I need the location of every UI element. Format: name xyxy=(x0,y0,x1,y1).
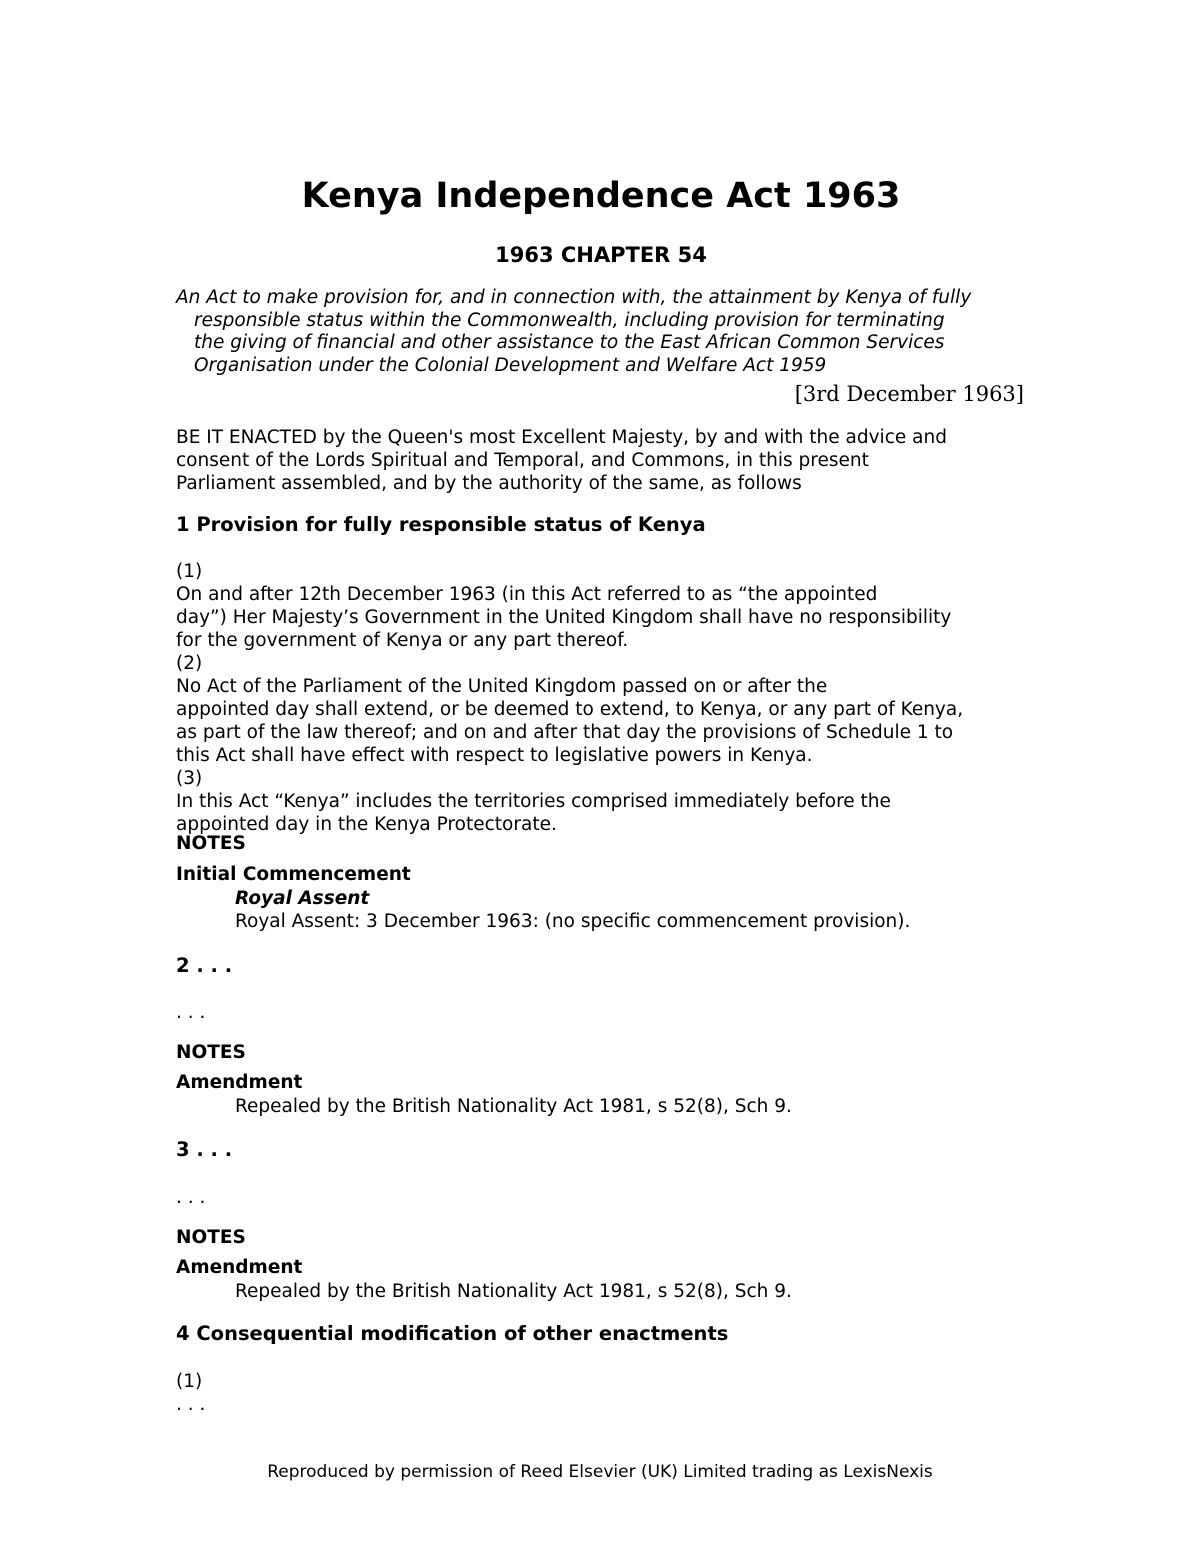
subsection-line: as part of the law thereof; and on and after that day the provisions of Schedule 1 to xyxy=(176,722,954,743)
notes-heading: Amendment xyxy=(176,1257,303,1278)
notes-label: NOTES xyxy=(176,1042,246,1063)
notes-label: NOTES xyxy=(176,1227,246,1248)
subsection-line: for the government of Kenya or any part thereof. xyxy=(176,630,629,651)
repealed-placeholder: . . . xyxy=(176,1187,206,1208)
subsection-number: (3) xyxy=(176,768,203,789)
notes-heading: Initial Commencement xyxy=(176,864,411,885)
subsection-line: day”) Her Majesty’s Government in the United Kingdom shall have no responsibility xyxy=(176,607,952,628)
notes-text: Repealed by the British Nationality Act 1981, s 52(8), Sch 9. xyxy=(235,1281,792,1302)
notes-heading: Amendment xyxy=(176,1072,303,1093)
long-title-line: the giving of financial and other assistance to the East African Common Services xyxy=(194,332,945,354)
subsection-line: On and after 12th December 1963 (in this Act referred to as “the appointed xyxy=(176,584,878,605)
long-title-line: responsible status within the Commonwealth, including provision for terminating xyxy=(194,309,945,331)
section-2-heading: 2 . . . xyxy=(176,954,233,977)
long-title xyxy=(176,287,1026,378)
notes-subheading: Royal Assent xyxy=(235,888,370,909)
subsection-line: No Act of the Parliament of the United Kingdom passed on or after the xyxy=(176,676,828,697)
subsection-text: . . . xyxy=(176,1394,206,1415)
long-title-line: Organisation under the Colonial Development and Welfare Act 1959 xyxy=(194,355,827,377)
section-3-heading: 3 . . . xyxy=(176,1138,233,1161)
subsection-number: (1) xyxy=(176,1371,203,1392)
repealed-placeholder: . . . xyxy=(176,1002,206,1023)
subsection-line: appointed day in the Kenya Protectorate. xyxy=(176,814,557,835)
section-1-subsection-3 xyxy=(176,767,891,836)
subsection-number: (1) xyxy=(176,561,203,582)
section-4-heading: 4 Consequential modification of other enactments xyxy=(176,1322,729,1345)
subsection-number: (2) xyxy=(176,653,203,674)
subsection-line: In this Act “Kenya” includes the territories comprised immediately before the xyxy=(176,791,891,812)
notes-text: Royal Assent: 3 December 1963: (no specific commencement provision). xyxy=(235,911,911,932)
subsection-line: appointed day shall extend, or be deemed to extend, to Kenya, or any part of Kenya, xyxy=(176,699,964,720)
enacting-line: Parliament assembled, and by the authority of the same, as follows xyxy=(176,473,802,494)
long-title-line: An Act to make provision for, and in connection with, the attainment by Kenya of fully xyxy=(176,287,972,308)
section-1-subsection-1 xyxy=(176,560,951,652)
subsection-line: this Act shall have effect with respect to legislative powers in Kenya. xyxy=(176,745,813,766)
chapter-number: 1963 CHAPTER 54 xyxy=(495,243,707,267)
notes-label: NOTES xyxy=(176,833,246,854)
section-1-heading: 1 Provision for fully responsible status of Kenya xyxy=(176,513,706,536)
assent-date: [3rd December 1963] xyxy=(794,382,1024,406)
enacting-line: BE IT ENACTED by the Queen's most Excellent Majesty, by and with the advice and xyxy=(176,427,947,448)
act-title: Kenya Independence Act 1963 xyxy=(301,176,901,216)
notes-text: Repealed by the British Nationality Act 1981, s 52(8), Sch 9. xyxy=(235,1096,792,1117)
page-footer: Reproduced by permission of Reed Elsevier (UK) Limited trading as LexisNexis xyxy=(267,1462,933,1482)
section-2-body xyxy=(176,1001,205,1024)
enacting-formula xyxy=(176,426,947,495)
section-3-body xyxy=(176,1186,205,1209)
section-1-subsection-2 xyxy=(176,652,963,767)
section-4-subsection-1 xyxy=(176,1370,247,1416)
enacting-line: consent of the Lords Spiritual and Temporal, and Commons, in this present xyxy=(176,450,869,471)
